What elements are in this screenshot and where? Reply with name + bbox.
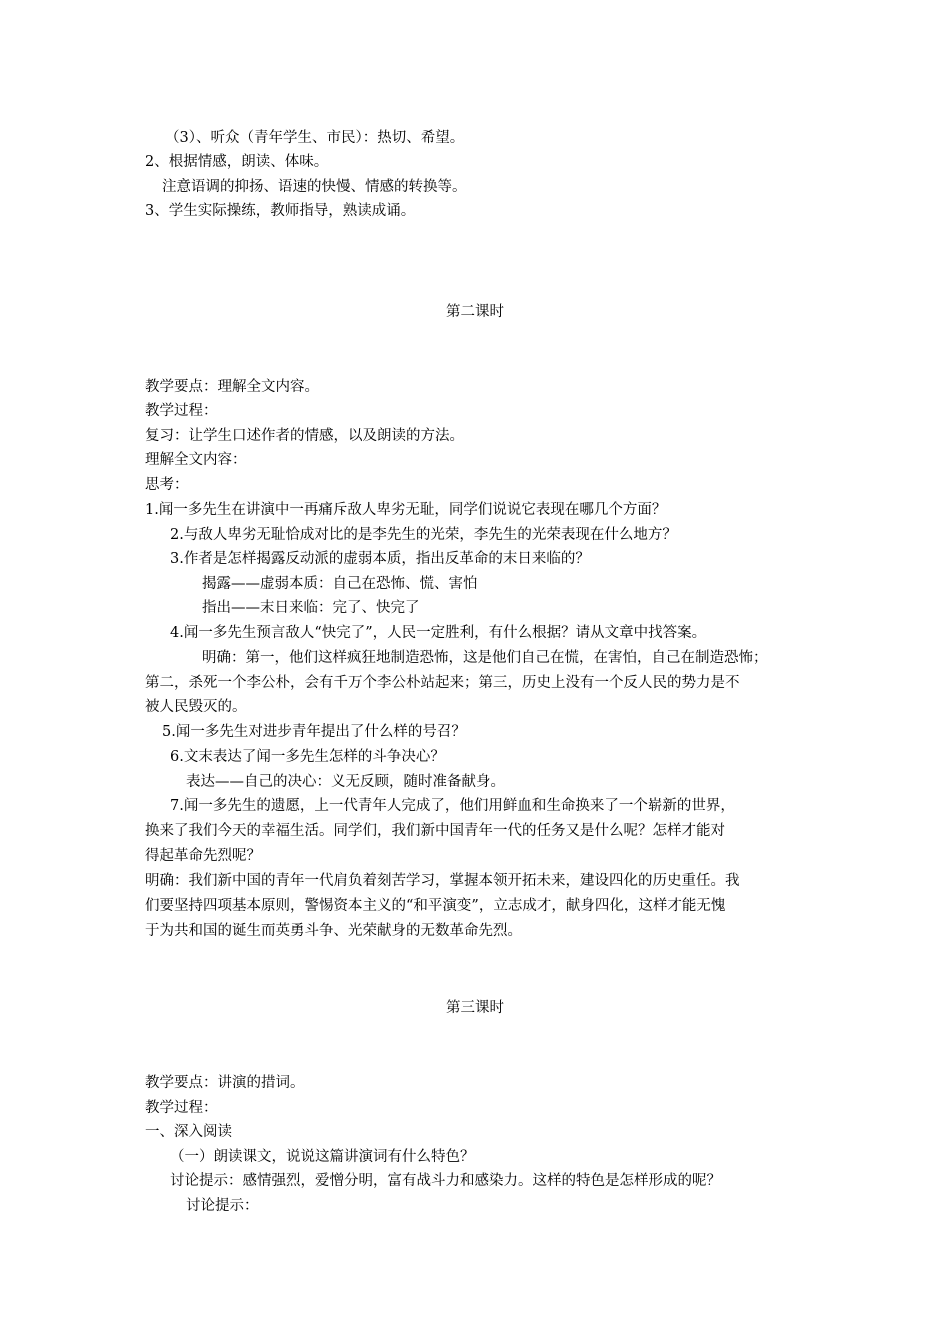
text-line: 思考： <box>145 477 189 493</box>
question-3: 3.作者是怎样揭露反动派的虚弱本质，指出反革命的末日来临的？ <box>170 551 590 567</box>
text-line: 讨论提示：感情强烈，爱憎分明，富有战斗力和感染力。这样的特色是怎样形成的呢？ <box>170 1173 721 1189</box>
text-line: 3、学生实际操练，教师指导，熟读成诵。 <box>145 203 416 219</box>
lesson-heading: 第二课时 <box>446 304 504 320</box>
question-4: 4.闻一多先生预言敌人“快完了”，人民一定胜利，有什么根据？请从文章中找答案。 <box>170 625 707 641</box>
answer-line: 明确：我们新中国的青年一代肩负着刻苦学习，掌握本领开拓未来，建设四化的历史重任。我 <box>145 873 740 889</box>
answer-line: 明确：第一，他们这样疯狂地制造恐怖，这是他们自己在慌，在害怕，自己在制造恐怖； <box>202 650 768 666</box>
question-2: 2.与敌人卑劣无耻恰成对比的是李先生的光荣，李先生的光荣表现在什么地方？ <box>170 527 677 543</box>
text-line: 理解全文内容： <box>145 452 247 468</box>
text-line: （一）朗读课文，说说这篇讲演词有什么特色？ <box>170 1149 475 1165</box>
text-line: 得起革命先烈呢？ <box>145 848 261 864</box>
answer-line: 们要坚持四项基本原则，警惕资本主义的“和平演变”，立志成才，献身四化，这样才能无愧 <box>145 898 726 914</box>
question-7: 7.闻一多先生的遗愿，上一代青年人完成了，他们用鲜血和生命换来了一个崭新的世界， <box>170 798 735 814</box>
question-5: 5.闻一多先生对进步青年提出了什么样的号召？ <box>162 724 466 740</box>
lesson-heading: 第三课时 <box>446 1000 504 1016</box>
text-line: 复习：让学生口述作者的情感，以及朗读的方法。 <box>145 428 464 444</box>
text-line: 讨论提示： <box>186 1198 259 1214</box>
text-line: 揭露——虚弱本质：自己在恐怖、慌、害怕 <box>202 576 478 592</box>
answer-line: 被人民毁灭的。 <box>145 699 247 715</box>
text-line: 一、深入阅读 <box>145 1124 232 1140</box>
text-line: 教学过程： <box>145 403 218 419</box>
question-6: 6.文末表达了闻一多先生怎样的斗争决心？ <box>170 749 445 765</box>
answer-line: 第二，杀死一个李公朴，会有千万个李公朴站起来；第三，历史上没有一个反人民的势力是不 <box>145 675 740 691</box>
text-line: 表达——自己的决心：义无反顾，随时准备献身。 <box>186 774 505 790</box>
question-1: 1.闻一多先生在讲演中一再痛斥敌人卑劣无耻，同学们说说它表现在哪几个方面？ <box>145 502 667 518</box>
text-line: 教学要点：理解全文内容。 <box>145 379 319 395</box>
answer-line: 于为共和国的诞生而英勇斗争、光荣献身的无数革命先烈。 <box>145 923 522 939</box>
text-line: 换来了我们今天的幸福生活。同学们，我们新中国青年一代的任务又是什么呢？怎样才能对 <box>145 823 725 839</box>
text-line: 教学要点：讲演的措词。 <box>145 1075 305 1091</box>
text-line: 指出——末日来临：完了、快完了 <box>202 600 420 616</box>
text-line: （3）、听众（青年学生、市民）：热切、希望。 <box>165 130 465 146</box>
text-line: 注意语调的抑扬、语速的快慢、情感的转换等。 <box>162 179 467 195</box>
text-line: 2、根据情感，朗读、体味。 <box>145 154 329 170</box>
text-line: 教学过程： <box>145 1100 218 1116</box>
